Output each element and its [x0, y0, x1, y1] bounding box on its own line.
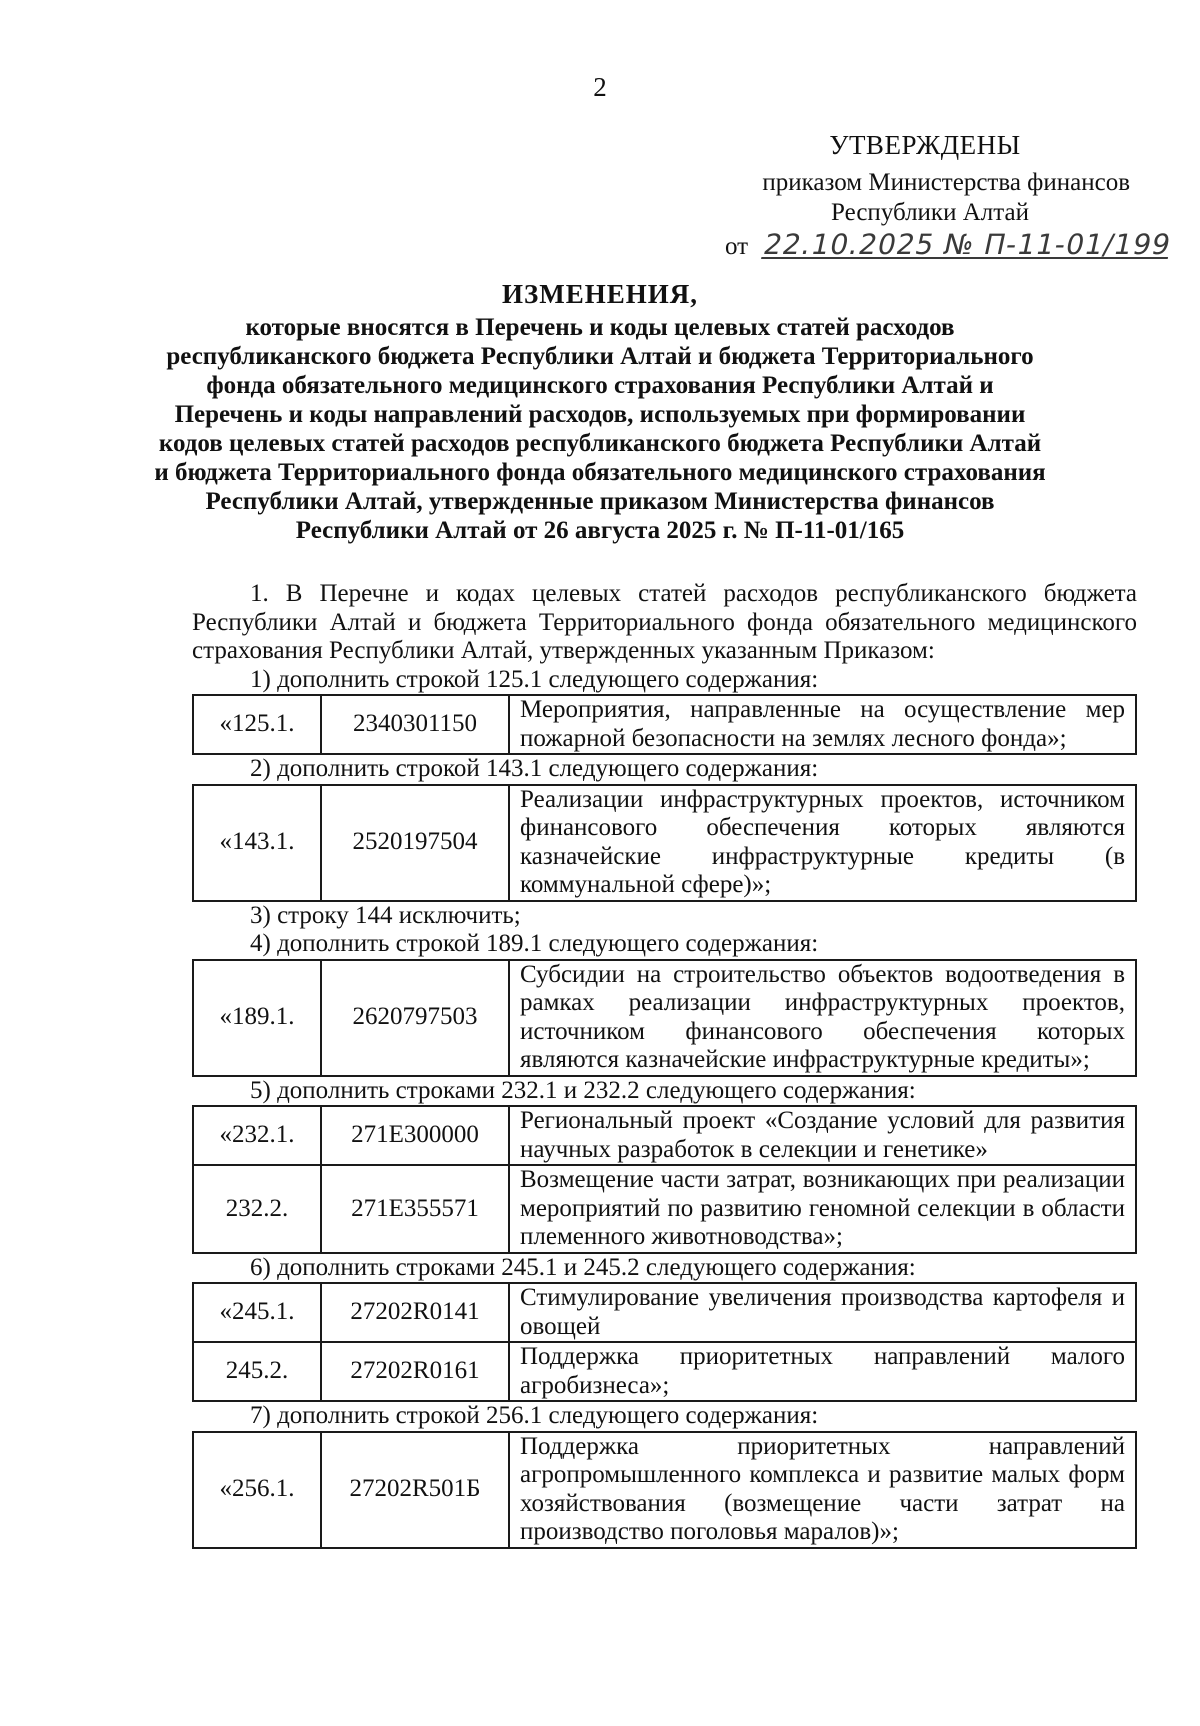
change-table-5 [192, 1105, 1137, 1254]
subtitle-line: Перечень и коды направлений расходов, используемых при формировании [174, 401, 1026, 428]
row-code-cell: 27202R0161 [321, 1342, 509, 1401]
row-number-cell: «256.1. [193, 1432, 321, 1548]
change-table-6 [192, 1282, 1137, 1402]
row-code-cell: 271Е355571 [321, 1165, 509, 1253]
table-row [193, 785, 1136, 901]
intro-paragraph: 1. В Перечне и кодах целевых статей расходов республиканского бюджета Республики Алтай и бюджета Территориального фонда обязательного медицинского страхования Республики Алтай, утвержденных указанным Приказом: [192, 580, 1137, 664]
document-body [192, 580, 1137, 1549]
approval-heading: УТВЕРЖДЕНЫ [829, 130, 1021, 160]
approval-block [700, 130, 1175, 262]
row-number-cell: «232.1. [193, 1106, 321, 1165]
instruction-1: 1) дополнить строкой 125.1 следующего содержания: [250, 665, 819, 693]
approval-date-line [700, 228, 1175, 262]
subtitle-line: которые вносятся в Перечень и коды целевых статей расходов [245, 314, 955, 341]
table-row [193, 1342, 1136, 1401]
subtitle-line: и бюджета Территориального фонда обязательного медицинского страхования [154, 459, 1046, 486]
row-code-cell: 2520197504 [321, 785, 509, 901]
instruction-3: 3) строку 144 исключить; [250, 901, 521, 929]
subtitle-line: Республики Алтай от 26 августа 2025 г. № П-11-01/165 [295, 517, 905, 544]
change-table-4 [192, 959, 1137, 1077]
change-table-2 [192, 784, 1137, 902]
row-number-cell: 245.2. [193, 1342, 321, 1401]
instruction-7: 7) дополнить строкой 256.1 следующего содержания: [250, 1402, 819, 1429]
row-code-cell: 27202R501Б [321, 1432, 509, 1548]
table-row [193, 1432, 1136, 1548]
row-code-cell: 2340301150 [321, 695, 509, 754]
change-table-1 [192, 694, 1137, 755]
instruction-5: 5) дополнить строками 232.1 и 232.2 следующего содержания: [250, 1076, 916, 1104]
row-description-cell: Поддержка приоритетных направлений малого агробизнеса»; [509, 1342, 1136, 1401]
instruction-6: 6) дополнить строками 245.1 и 245.2 следующего содержания: [250, 1253, 916, 1281]
instruction-2: 2) дополнить строкой 143.1 следующего содержания: [250, 755, 819, 782]
approval-line-2: Республики Алтай [831, 199, 1029, 226]
page-number: 2 [593, 72, 607, 102]
handwritten-date-number: 22.10.2025 № П-11-01/199 [760, 228, 1175, 261]
table-row [193, 695, 1136, 754]
row-number-cell: «245.1. [193, 1283, 321, 1342]
instruction-4: 4) дополнить строкой 189.1 следующего содержания: [250, 930, 819, 957]
document-title: ИЗМЕНЕНИЯ, [501, 279, 698, 309]
row-code-cell: 2620797503 [321, 960, 509, 1076]
row-code-cell: 27202R0141 [321, 1283, 509, 1342]
subtitle-line: республиканского бюджета Республики Алтай и бюджета Территориального [166, 343, 1034, 370]
row-description-cell: Реализации инфраструктурных проектов, источником финансового обеспечения которых являются казначейские инфраструктурные кредиты (в коммунальной сфере)»; [509, 785, 1136, 901]
row-description-cell: Стимулирование увеличения производства картофеля и овощей [509, 1283, 1136, 1342]
row-description-cell: Поддержка приоритетных направлений агропромышленного комплекса и развитие малых форм хозяйствования (возмещение части затрат на производство поголовья маралов)»; [509, 1432, 1136, 1548]
row-code-cell: 271Е300000 [321, 1106, 509, 1165]
row-description-cell: Региональный проект «Создание условий для развития научных разработок в селекции и генетике» [509, 1106, 1136, 1165]
row-number-cell: «125.1. [193, 695, 321, 754]
change-table-7 [192, 1431, 1137, 1549]
document-title-block [150, 280, 1050, 545]
table-row [193, 960, 1136, 1076]
row-description-cell: Возмещение части затрат, возникающих при реализации мероприятий по развитию геномной селекции в области племенного животноводства»; [509, 1165, 1136, 1253]
table-row [193, 1283, 1136, 1342]
subtitle-line: фонда обязательного медицинского страхования Республики Алтай и [206, 372, 994, 399]
approval-line-1: приказом Министерства финансов [762, 169, 1130, 196]
approval-date-prefix: от [725, 233, 749, 260]
row-description-cell: Субсидии на строительство объектов водоотведения в рамках реализации инфраструктурных проектов, источником финансового обеспечения которых являются казначейские инфраструктурные кредиты»; [509, 960, 1136, 1076]
row-description-cell: Мероприятия, направленные на осуществление мер пожарной безопасности на землях лесного фонда»; [509, 695, 1136, 754]
row-number-cell: «143.1. [193, 785, 321, 901]
table-row [193, 1165, 1136, 1253]
subtitle-line: Республики Алтай, утвержденные приказом Министерства финансов [205, 488, 995, 515]
row-number-cell: 232.2. [193, 1165, 321, 1253]
subtitle-line: кодов целевых статей расходов республиканского бюджета Республики Алтай [158, 430, 1042, 457]
table-row [193, 1106, 1136, 1165]
row-number-cell: «189.1. [193, 960, 321, 1076]
